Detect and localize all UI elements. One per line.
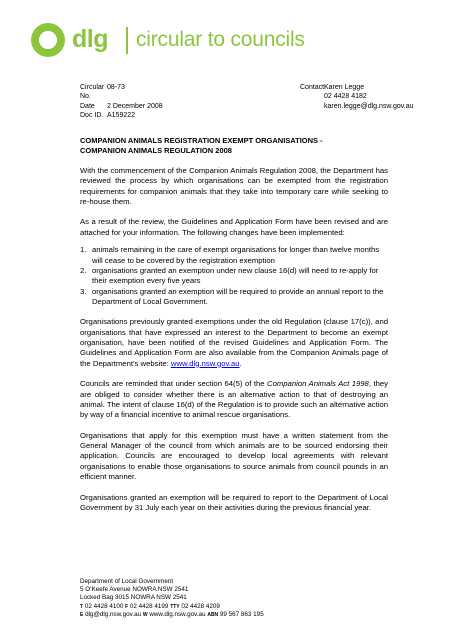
act-title: Companion Animals Act 1998	[267, 379, 369, 389]
fax-value: 02 4428 4199	[129, 602, 169, 610]
circular-no-value: 08-73	[107, 84, 125, 91]
list-item	[80, 266, 388, 287]
contact-meta	[300, 83, 413, 111]
footer-address-2: Locked Bag 3015 NOWRA NSW 2541	[80, 594, 187, 602]
paragraph-previous-exemptions	[80, 317, 388, 368]
title-line-1: COMPANION ANIMALS REGISTRATION EXEMPT ORGANISATIONS -	[80, 136, 323, 145]
phone-abbr: T	[80, 603, 84, 610]
circular-meta	[80, 83, 163, 120]
fax-abbr: F	[125, 603, 129, 610]
contact-email-row	[300, 102, 413, 111]
circular-label: circular to councils	[136, 28, 305, 51]
logo-divider	[126, 27, 128, 54]
web-abbr: W	[142, 611, 148, 618]
previous-exemptions-text: Organisations previously granted exemptions under the old Regulation (clause 17(c)), and organisations that have expressed an interest to the Department to become an exempt organisation, have been notified of the revised Guidelines and Application Form. The Guidelines and Application Form are also available from the Companion Animals page of the Department’s website:	[80, 317, 388, 368]
contact-email[interactable]: karen.legge@dlg.nsw.gov.au	[324, 102, 414, 110]
date-value: 2 December 2008	[107, 102, 163, 110]
contact-phone: 02 4428 4182	[324, 93, 367, 101]
circular-title	[80, 136, 388, 156]
contact-name-row	[300, 83, 413, 92]
contact-name: Karen Legge	[324, 84, 365, 91]
contact-phone-row	[300, 92, 413, 101]
tty-abbr: TTY	[170, 603, 180, 610]
abn-value: 99 567 863 195	[219, 610, 264, 618]
paragraph-written-statement: Organisations that apply for this exemption must have a written statement from the General Manager of the council from which animals are to be sourced endorsing their application. Councils are encouraged to develop local agreements with relevant organisations to enable those organisations to source animals from council pounds in an efficient manner.	[80, 430, 388, 481]
circular-no-row	[80, 83, 163, 102]
email-abbr: E	[80, 611, 84, 618]
footer-website[interactable]: www.dlg.nsw.gov.au	[149, 610, 206, 618]
abn-abbr: ABN	[207, 611, 219, 618]
phone-value: 02 4428 4100	[84, 602, 124, 610]
paragraph-section-64	[80, 379, 388, 420]
section-64-text-b: , they are obliged to consider whether there is an alternative action to that of destroying an animal. The intent of clause 16(d) of the Regulation is to provide such an alternative action by way of a financial incentive to animal rescue organisations.	[80, 379, 388, 420]
list-number: 3.	[80, 286, 87, 296]
letterhead	[30, 22, 430, 66]
list-number: 1.	[80, 245, 87, 255]
list-item	[80, 245, 388, 266]
dlg-logo-icon	[30, 22, 66, 58]
title-line-2: COMPANION ANIMALS REGULATION 2008	[80, 146, 232, 155]
doc-id-value: A159222	[107, 111, 136, 119]
circular-body	[80, 136, 388, 523]
footer-phones	[80, 603, 264, 611]
contact-label: Contact	[300, 84, 325, 91]
footer-email[interactable]: dlg@dlg.nsw.gov.au	[85, 610, 142, 618]
list-text: organisations granted an exemption will be required to provide an annual report to the Department of Local Government.	[92, 286, 384, 306]
footer-contact	[80, 578, 264, 619]
paragraph-review: As a result of the review, the Guidelines and Application Form have been revised and are attached for your information. The following changes have been implemented:	[80, 217, 388, 237]
list-item	[80, 287, 388, 308]
section-64-text-a: Councils are reminded that under section 64(5) of the	[80, 379, 268, 389]
paragraph-annual-report: Organisations granted an exemption will be required to report to the Department of Local Government by 31 July each year on their activities during the previous financial year.	[80, 492, 388, 512]
doc-id-label: Doc ID.	[80, 111, 104, 119]
tty-value: 02 4428 4209	[181, 602, 220, 610]
previous-exemptions-end: .	[239, 358, 242, 368]
list-number: 2.	[80, 265, 87, 275]
footer-online	[80, 611, 264, 619]
footer-org: Department of Local Government	[80, 578, 174, 585]
date-row	[80, 102, 163, 111]
doc-id-row	[80, 111, 163, 120]
paragraph-intro: With the commencement of the Companion Animals Regulation 2008, the Department has reviewed the process by which organisations can be exempted from the registration requirements for companion animals that they take into temporary care while seeking to re-house them.	[80, 166, 388, 206]
changes-list	[80, 245, 388, 307]
list-text: organisations granted an exemption under new clause 16(d) will need to re-apply for their exemption every five years	[92, 265, 379, 286]
logo-text: dlg	[72, 25, 108, 53]
date-label: Date	[80, 102, 95, 110]
list-text: animals remaining in the care of exempt organisations for longer than twelve months will cease to be covered by the registration exemption	[92, 245, 380, 265]
website-link[interactable]: www.dlg.nsw.gov.au	[170, 358, 240, 368]
footer-address-1: 5 O’Keefe Avenue NOWRA NSW 2541	[80, 586, 189, 594]
circular-no-label: Circular No.	[80, 84, 105, 101]
